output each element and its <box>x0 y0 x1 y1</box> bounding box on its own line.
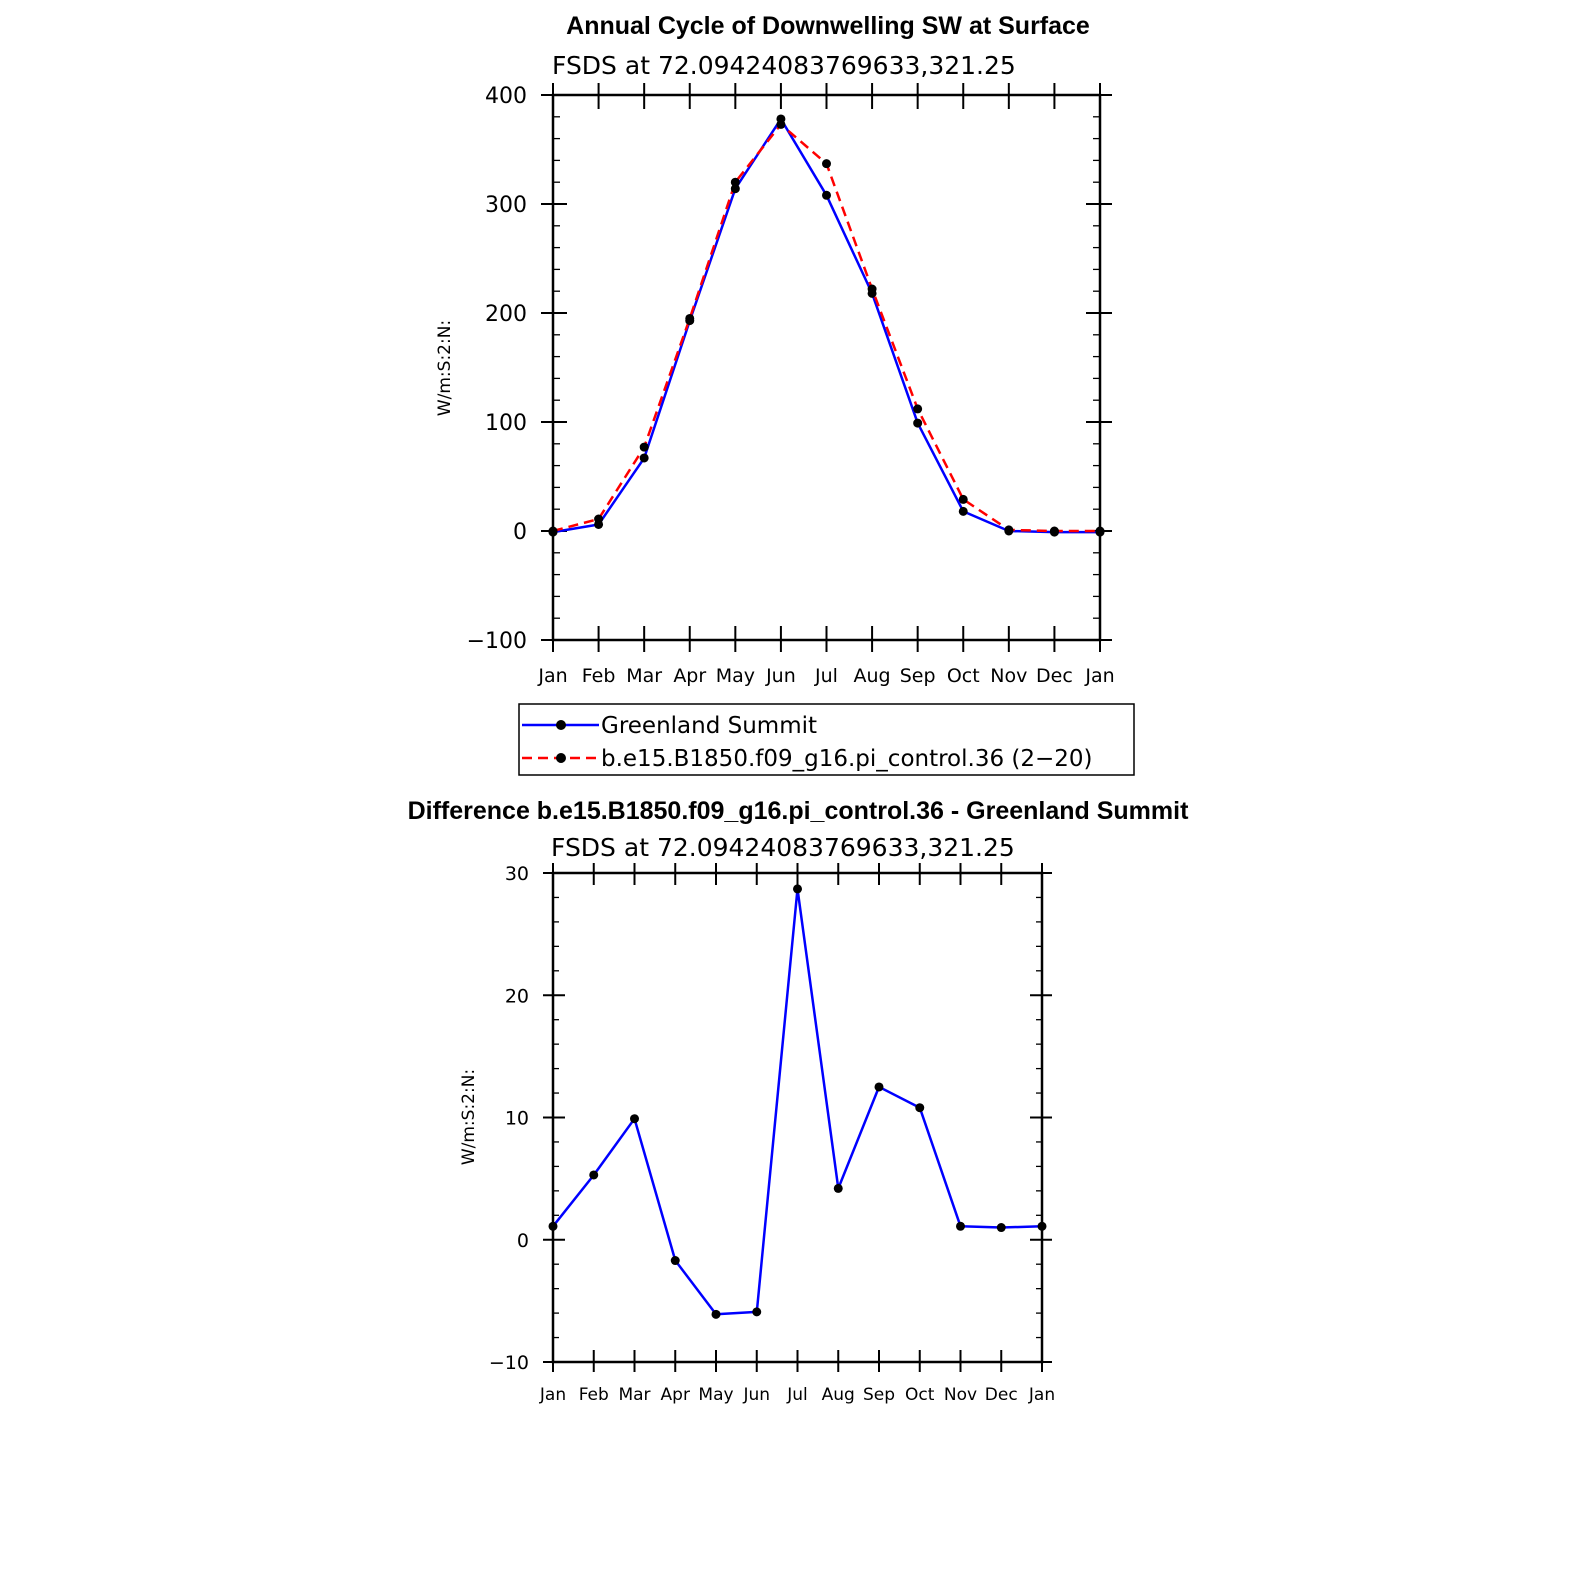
chart1-series-1-point <box>549 527 558 536</box>
chart2-series-0-point <box>875 1082 884 1091</box>
chart1-ytick-label: 100 <box>485 411 527 436</box>
chart1-legend <box>519 704 1134 775</box>
chart1-ytick-label: 400 <box>485 84 527 109</box>
chart2-series-0-point <box>956 1222 965 1231</box>
chart2-series-0-point <box>793 884 802 893</box>
chart1-frame <box>553 95 1100 640</box>
chart1-xtick-label: Apr <box>673 665 707 687</box>
legend-marker-greenland <box>556 720 566 730</box>
chart1-series-1-point <box>685 314 694 323</box>
chart1-series-1-point <box>731 178 740 187</box>
chart1-xtick-label: May <box>715 665 755 687</box>
chart2-series-0-point <box>589 1170 598 1179</box>
chart1-series-1-point <box>1004 525 1013 534</box>
legend-label-greenland: Greenland Summit <box>601 713 818 739</box>
chart1-series-1-point <box>594 515 603 524</box>
chart2-ytick-label: 30 <box>504 863 529 885</box>
chart1-xtick-label: Oct <box>946 665 980 687</box>
chart2-xtick-label: Sep <box>862 1385 896 1405</box>
chart1-series-1-point <box>640 443 649 452</box>
chart2-series-0-point <box>1038 1222 1047 1231</box>
chart1-series-1-point <box>913 404 922 413</box>
chart1-xtick-label: Aug <box>853 665 891 687</box>
chart1-xtick-label: Jun <box>766 665 796 687</box>
chart2-series-0-point <box>630 1114 639 1123</box>
chart1-xtick-label: Mar <box>626 665 663 687</box>
legend-marker-model <box>556 753 566 763</box>
chart1-series-1-point <box>868 285 877 294</box>
chart2-xtick-label: Mar <box>618 1385 651 1405</box>
chart2-xtick-label: Oct <box>905 1385 935 1405</box>
chart1-ytick-label: 300 <box>485 193 527 218</box>
chart1-series-0-point <box>822 191 831 200</box>
chart2-series-0-line <box>553 889 1042 1314</box>
chart1-ytick-label: 0 <box>513 520 527 545</box>
chart2-xtick-label: May <box>698 1385 734 1405</box>
chart1-xtick-label: Feb <box>581 665 616 687</box>
chart2-series-0-point <box>915 1103 924 1112</box>
chart2-series-0-point <box>834 1184 843 1193</box>
chart2-xtick-label: Jul <box>787 1385 808 1405</box>
chart2-series-0-point <box>712 1310 721 1319</box>
chart1-series-1-point <box>776 120 785 129</box>
chart1-ytick-label: 200 <box>485 302 527 327</box>
chart1-series-1-point <box>959 495 968 504</box>
chart1-series-0-point <box>913 419 922 428</box>
chart2-title: Difference b.e15.B1850.f09_g16.pi_control.36 - Greenland Summit <box>407 797 1189 825</box>
chart1-series-1-point <box>1050 527 1059 536</box>
chart1-xtick-label: Jan <box>538 665 568 687</box>
chart2-xtick-label: Jun <box>743 1385 771 1405</box>
chart1-series-1-point <box>1096 527 1105 536</box>
chart2-xtick-label: Nov <box>943 1385 978 1405</box>
chart1-xtick-label: Sep <box>899 665 936 687</box>
chart1-xtick-label: Dec <box>1036 665 1073 687</box>
chart1-series-0-point <box>959 507 968 516</box>
chart2-subtitle: FSDS at 72.09424083769633,321.25 <box>551 833 1015 862</box>
chart2-ytick-label: 10 <box>504 1107 529 1130</box>
chart2-xtick-label: Jan <box>539 1385 567 1405</box>
chart1-xtick-label: Nov <box>990 665 1028 687</box>
chart2-series-0-point <box>752 1307 761 1316</box>
chart2-xtick-label: Dec <box>984 1385 1018 1405</box>
chart2-xtick-label: Apr <box>660 1385 690 1405</box>
chart2-ytick-label: −10 <box>488 1352 529 1374</box>
chart2-series-0-point <box>671 1256 680 1265</box>
chart1-series-1-point <box>822 159 831 168</box>
chart2-ytick-label: 0 <box>516 1229 529 1252</box>
chart1-plot <box>467 83 1115 687</box>
chart2-ytick-label: 20 <box>504 985 529 1008</box>
chart1-ylabel: W/m:S:2:N: <box>435 319 455 417</box>
chart2-plot <box>489 863 1055 1405</box>
chart1-ytick-label: −100 <box>466 629 527 654</box>
chart2-series-0-point <box>997 1223 1006 1232</box>
chart1-title: Annual Cycle of Downwelling SW at Surface <box>566 12 1090 40</box>
chart2-ylabel: W/m:S:2:N: <box>459 1068 479 1166</box>
chart2-xtick-label: Feb <box>578 1385 609 1405</box>
chart1-subtitle: FSDS at 72.09424083769633,321.25 <box>552 51 1016 80</box>
legend-label-model: b.e15.B1850.f09_g16.pi_control.36 (2−20) <box>601 746 1093 772</box>
chart1-series-0-line <box>553 119 1100 532</box>
chart2-xtick-label: Aug <box>821 1385 855 1405</box>
chart2-series-0-point <box>549 1222 558 1231</box>
chart1-series-0-point <box>640 453 649 462</box>
chart2-frame <box>553 873 1042 1362</box>
chart1-xtick-label: Jan <box>1085 665 1115 687</box>
chart1-xtick-label: Jul <box>815 665 838 687</box>
chart2-xtick-label: Jan <box>1028 1385 1056 1405</box>
